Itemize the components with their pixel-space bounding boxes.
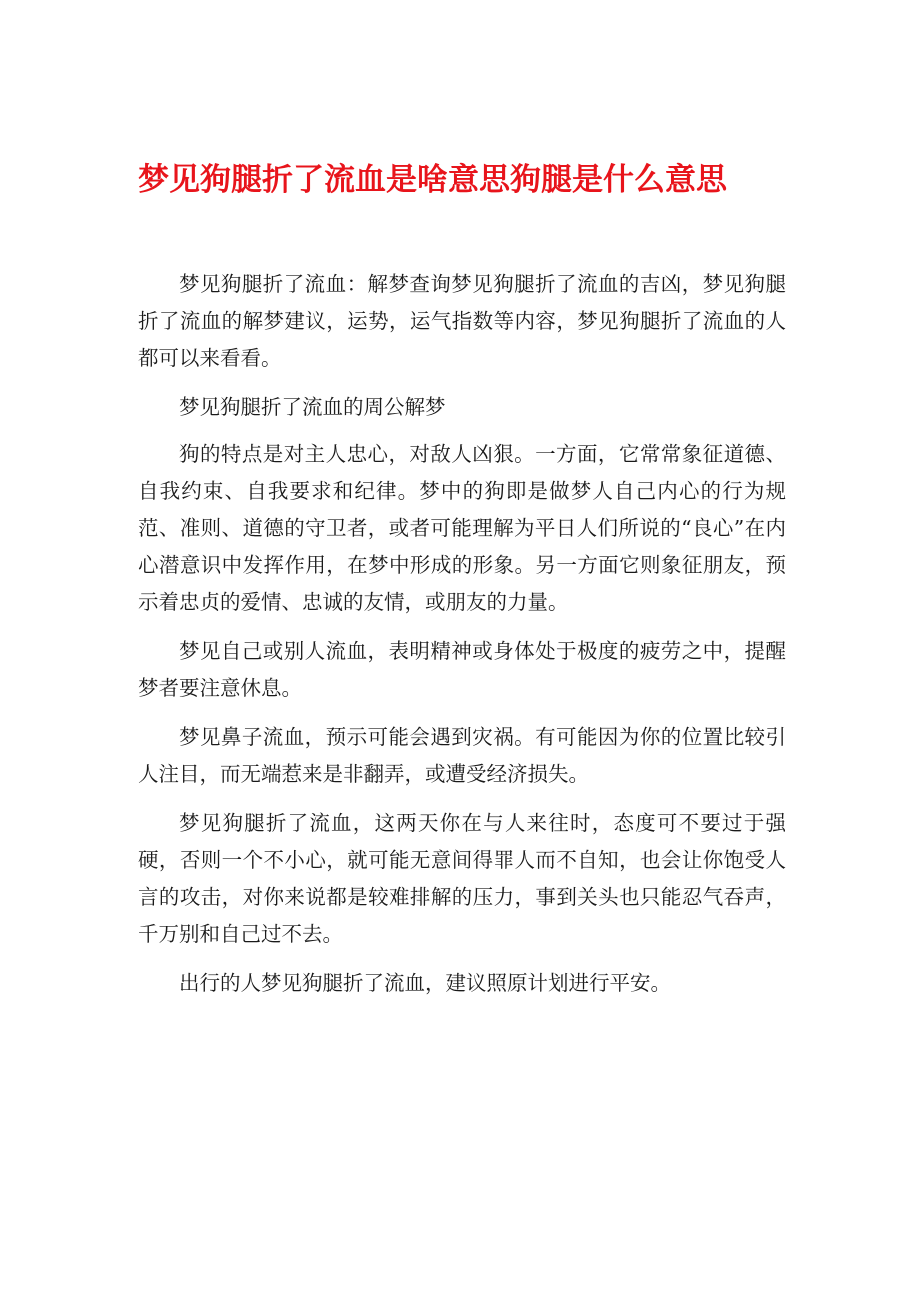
paragraph-intro: 梦见狗腿折了流血：解梦查询梦见狗腿折了流血的吉凶，梦见狗腿折了流血的解梦建议，运势，运气指数等内容，梦见狗腿折了流血的人都可以来看看。 bbox=[138, 272, 786, 370]
paragraph-bleeding: 梦见自己或别人流血，表明精神或身体处于极度的疲劳之中，提醒梦者要注意休息。 bbox=[138, 639, 786, 700]
document-body bbox=[138, 266, 786, 1014]
paragraph-travel: 出行的人梦见狗腿折了流血，建议照原计划进行平安。 bbox=[179, 971, 671, 995]
paragraph-nosebleed: 梦见鼻子流血，预示可能会遇到灾祸。有可能因为你的位置比较引人注目，而无端惹来是非翻弄，或遭受经济损失。 bbox=[138, 725, 786, 786]
paragraph-dog-leg: 梦见狗腿折了流血，这两天你在与人来往时，态度可不要过于强硬，否则一个不小心，就可能无意间得罪人而不自知，也会让你饱受人言的攻击，对你来说都是较难排解的压力，事到关头也只能忍气吞声，千万别和自己过不去。 bbox=[138, 811, 786, 946]
document-title: 梦见狗腿折了流血是啥意思狗腿是什么意思 bbox=[138, 162, 727, 198]
paragraph-dog-meaning: 狗的特点是对主人忠心，对敌人凶狠。一方面，它常常象征道德、自我约束、自我要求和纪律。梦中的狗即是做梦人自己内心的行为规范、准则、道德的守卫者，或者可能理解为平日人们所说的“良心”在内心潜意识中发挥作用，在梦中形成的形象。另一方面它则象征朋友，预示着忠贞的爱情、忠诚的友情，或朋友的力量。 bbox=[138, 442, 786, 614]
paragraph-subheading: 梦见狗腿折了流血的周公解梦 bbox=[179, 395, 446, 419]
